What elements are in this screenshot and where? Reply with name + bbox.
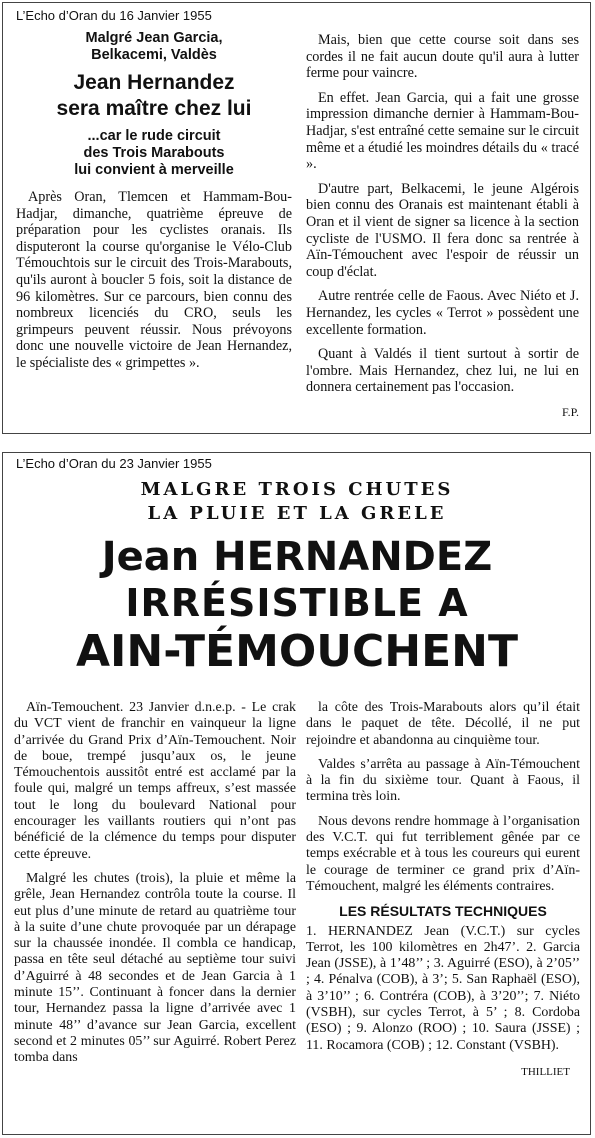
article-1-title: Jean Hernandez sera maître chez lui	[56, 71, 252, 120]
article-1-paragraph: Mais, bien que cette course soit dans ses cordes il ne fait aucun doute qu'il aura à lutter ferme pour vaincre.	[306, 32, 579, 82]
article-2-paragraph: Aïn-Temouchent. 23 Janvier d.n.e.p. - Le crak du VCT vient de franchir en vainqueur la ligne d’arrivée du Grand Prix d’Aïn-Temouchent. Noir de boue, trempé jusqu’aux os, le jeune Témouchentois aussitôt entré est acclamé par la foule qui, malgré un temps affreux, s’est massée tout le long du boulevard National pour encourager les vaillants routiers qui n’ont pas bénéficié de la clémence du temps pour disputer cette épreuve.	[14, 700, 296, 862]
article-1-paragraph: D'autre part, Belkacemi, le jeune Algérois bien connu des Oranais est maintenant établi à Oran et il vient de signer sa licence à la section cycliste de l'USMO. Il fera donc sa rentrée à Aïn-Témouchent avec l'espoir de réussir un coup d'éclat.	[306, 180, 579, 280]
article-1-right-column	[306, 32, 579, 420]
article-1-paragraph: En effet. Jean Garcia, qui a fait une grosse impression dimanche dernier à Hammam-Bou-Hadjar, s'est entraîné cette semaine sur le circuit même et a étudié les moindres détails du « tracé ».	[306, 89, 580, 173]
article-2-signature: THILLIET	[521, 1065, 570, 1078]
article-1-left-column	[16, 30, 292, 380]
article-2-paragraph: Nous devons rendre hommage à l’organisation des V.C.T. qui fut terriblement gênée par ce temps exécrable et à tous les coureurs qui eurent le courage de terminer ce grand prix d’Aïn-Témouchent, malgré les éléments contraires.	[306, 813, 580, 894]
article-2-paragraph: Malgré les chutes (trois), la pluie et même la grêle, Jean Hernandez contrôla toute la course. Il eut plus d’une minute de retard au quatrième tour à la suite d’une chute provoquée par un dérapage sur la chaussée inondée. Il combla ce handicap, passa en tête seul détaché au septième tour suivi d’Aguirré à 48 secondes et de Jean Garcia à 1 minute 15’’. Continuant à foncer dans la dernier tour, Hernandez passa la ligne d’arrivée avec 1 minute 48’’ d’avance sur Jean Garcia, excellent second et 2 minutes 05’’ sur Aguirré. Robert Perez tomba dans	[14, 870, 296, 1066]
banner-line: IRRÉSISTIBLE A	[125, 581, 469, 625]
banner-name: Jean HERNANDEZ	[101, 534, 493, 580]
article-1-signature: F.P.	[561, 404, 579, 419]
article-1-paragraph: Quant à Valdés il tient surtout à sortir de l'ombre. Mais Hernandez, chez lui, ne lui en donnera certainement pas l'occasion.	[306, 346, 579, 396]
banner-line: LA PLUIE ET LA GRELE	[147, 503, 447, 524]
article-1-subtitle: ...car le rude circuit des Trois Marabouts lui convient à merveille	[74, 128, 234, 178]
article-1-kicker: Malgré Jean Garcia, Belkacemi, Valdès	[85, 30, 223, 63]
article-2-headline-banner	[54, 478, 540, 688]
article-2-right-column	[306, 700, 580, 1080]
article-2-paragraph: la côte des Trois-Marabouts alors qu’il était dans le paquet de tête. Décollé, il ne put rejoindre et abandonna au cinquième tour.	[306, 700, 580, 748]
results-list: 1. HERNANDEZ Jean (V.C.T.) sur cycles Terrot, les 100 kilomètres en 2h47’. 2. Garcia Jean (JSSE), à 1’48’’ ; 3. Aguirré (ESO), à 2’05’’ ; 4. Pénalva (COB), à 3’; 5. San Raphaël (ESO), à 3’10’’ ; 6. Contréra (COB), à 3’20’’; 7. Niéto (VSBH), sur cycles Terrot, à 5’ ; 8. Cordoba (ESO) ; 9. Alonzo (ROO) ; 10. Saura (JSSE) ; 11. Rocamora (COB) ; 12. Constant (VSBH).	[306, 923, 580, 1053]
banner-place: AIN-TÉMOUCHENT	[75, 626, 519, 677]
article-1-paragraph: Autre rentrée celle de Faous. Avec Niéto et J. Hernandez, les cycles « Terrot » possèdent une excellente formation.	[306, 288, 579, 338]
article-2-source: L’Echo d’Oran du 23 Janvier 1955	[16, 456, 212, 471]
article-2-paragraph: Valdes s’arrêta au passage à Aïn-Témouchent à la fin du sixième tour. Quant à Faous, il termina très loin.	[306, 756, 580, 805]
article-1-paragraph: Après Oran, Tlemcen et Hammam-Bou-Hadjar, dimanche, quatrième épreuve de préparation pour les cyclistes oranais. Ils disputeront la course qu'organise le Vélo-Club Témouchtois sur le circuit des Trois-Marabouts, qu'ils auront à boucler 5 fois, soit la distance de 96 kilomètres. Sur ce parcours, bien connu des nombreux licenciés du CRO, seuls les grimpeurs peuvent réussir. Nous prévoyons donc une nouvelle victoire de Jean Hernandez, le spécialiste des « grimpettes ».	[16, 189, 292, 371]
results-title: LES RÉSULTATS TECHNIQUES	[339, 903, 547, 920]
article-1-source: L’Echo d’Oran du 16 Janvier 1955	[16, 8, 212, 23]
banner-line: MALGRE TROIS CHUTES	[140, 479, 454, 500]
article-2-left-column	[14, 700, 296, 1075]
